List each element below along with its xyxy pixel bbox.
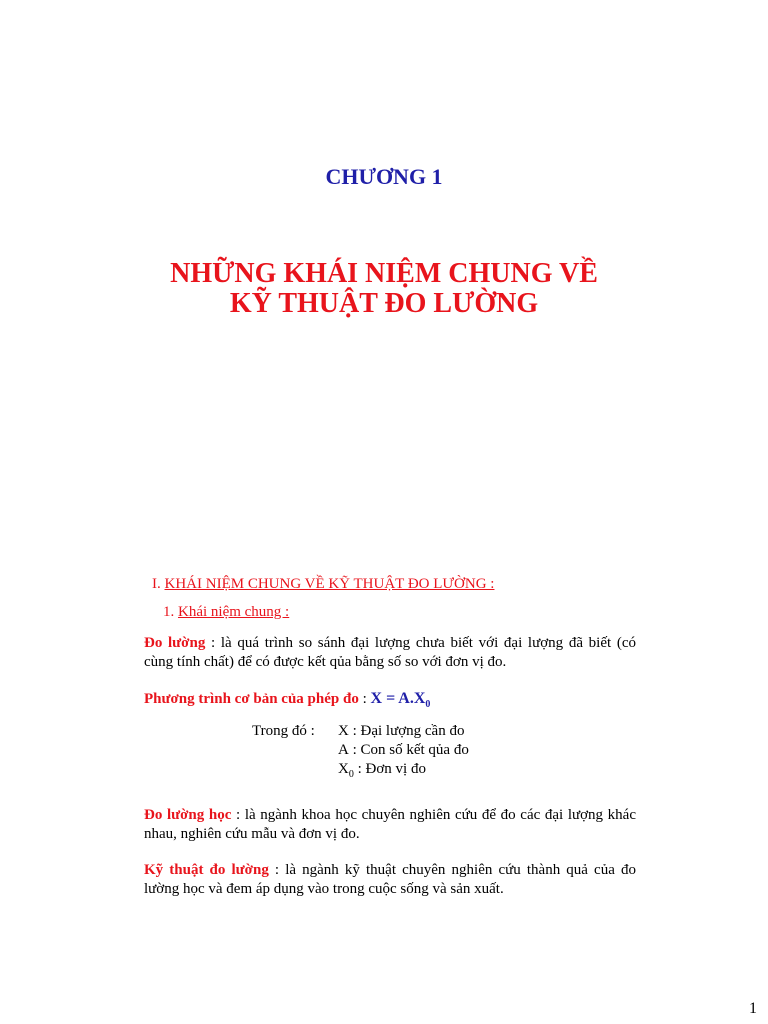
definition-metrology-text: : là ngành khoa học chuyên nghiên cứu để đo các đại lượng khác nhau, nghiên cứu mẫu và đơn vị đo. — [144, 807, 636, 842]
subsection-number: 1. — [163, 604, 175, 620]
where-row — [252, 741, 469, 760]
subsection-heading-text: Khái niệm chung : — [178, 604, 290, 620]
where-symbol: A — [338, 742, 349, 758]
chapter-title — [0, 259, 768, 319]
basic-equation — [144, 690, 430, 710]
equation-separator: : — [358, 691, 371, 707]
term-metrology: Đo lường học — [144, 807, 232, 823]
equation-formula — [370, 690, 431, 711]
definition-measurement — [144, 634, 636, 672]
where-desc: : Con số kết qủa đo — [348, 742, 469, 758]
chapter-label: CHƯƠNG 1 — [325, 164, 443, 189]
section-heading — [152, 576, 494, 593]
where-row — [252, 722, 469, 741]
where-lead: Trong đó : — [252, 723, 315, 739]
where-symbol-subscript: 0 — [348, 769, 354, 780]
definition-metrology — [144, 806, 636, 844]
where-desc: : Đơn vị đo — [353, 761, 426, 777]
definition-technique — [144, 861, 636, 913]
where-symbol: X — [338, 723, 349, 739]
equation-label: Phương trình cơ bản của phép đo — [144, 691, 359, 707]
where-symbol: X — [338, 761, 349, 777]
section-heading-text: KHÁI NIỆM CHUNG VỀ KỸ THUẬT ĐO LƯỜNG : — [164, 576, 495, 592]
chapter-title-line-2: KỸ THUẬT ĐO LƯỜNG — [229, 288, 539, 319]
term-technique: Kỹ thuật đo lường — [144, 862, 269, 878]
definition-technique-text: : là ngành kỹ thuật chuyên nghiên cứu thành quả của đo lường học và đem áp dụng vào trong cuộc sống và sản xuất. — [144, 862, 636, 897]
equation-formula-main: X = A.X — [370, 690, 426, 707]
equation-formula-subscript: 0 — [425, 699, 431, 711]
chapter-title-line-1: NHỮNG KHÁI NIỆM CHUNG VỀ — [170, 258, 598, 289]
section-number: I. — [152, 576, 161, 592]
definition-measurement-text: : là quá trình so sánh đại lượng chưa biết với đại lượng đã biết (có cùng tính chất) để có được kết qủa bằng số so với đơn vị đo. — [144, 635, 637, 670]
where-row — [252, 760, 469, 779]
page-number: 1 — [749, 1000, 757, 1017]
where-desc: : Đại lượng cần đo — [348, 723, 465, 739]
term-measurement: Đo lường — [144, 635, 206, 651]
subsection-heading — [163, 604, 289, 621]
where-list — [252, 722, 469, 779]
